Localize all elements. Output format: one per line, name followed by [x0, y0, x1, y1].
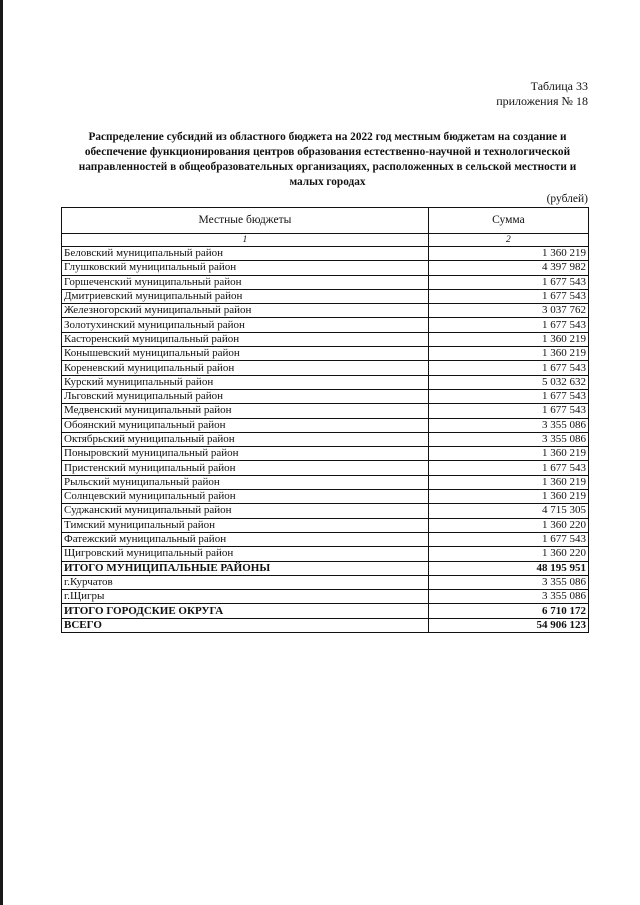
budget-name-cell: Касторенский муниципальный район — [62, 332, 429, 346]
sum-cell: 1 360 220 — [428, 518, 588, 532]
budget-name-cell: Суджанский муниципальный район — [62, 504, 429, 518]
budget-name-cell: ИТОГО ГОРОДСКИЕ ОКРУГА — [62, 604, 429, 618]
budget-name-cell: Рыльский муниципальный район — [62, 475, 429, 489]
budget-name-cell: Медвенский муниципальный район — [62, 404, 429, 418]
table-row — [62, 318, 589, 332]
budget-name-cell: Горшеченский муниципальный район — [62, 275, 429, 289]
budget-name-cell: ВСЕГО — [62, 618, 429, 632]
sum-cell: 48 195 951 — [428, 561, 588, 575]
budget-name-cell: г.Курчатов — [62, 575, 429, 589]
table-row — [62, 590, 589, 604]
sum-cell: 1 360 219 — [428, 490, 588, 504]
table-row — [62, 404, 589, 418]
budget-name-cell: Золотухинский муниципальный район — [62, 318, 429, 332]
table-row — [62, 361, 589, 375]
column-number-row — [62, 234, 589, 247]
table-row — [62, 275, 589, 289]
table-row — [62, 547, 589, 561]
table-row — [62, 332, 589, 346]
table-number-label: Таблица 33 — [530, 79, 588, 93]
table-row — [62, 461, 589, 475]
sum-cell: 1 360 219 — [428, 447, 588, 461]
table-row — [62, 432, 589, 446]
sum-cell: 1 360 219 — [428, 347, 588, 361]
budget-name-cell: Железногорский муниципальный район — [62, 304, 429, 318]
budget-name-cell: Беловский муниципальный район — [62, 247, 429, 261]
document-title: Распределение субсидий из областного бюджета на 2022 год местным бюджетам на создание и обеспечение функционирования центров образования естественно-научной и технологической направленностей в общеобразовательных организациях, расположенных в сельской местности и малых городах — [78, 131, 577, 188]
sum-cell: 1 360 219 — [428, 332, 588, 346]
budget-name-cell: г.Щигры — [62, 590, 429, 604]
scan-left-edge — [0, 0, 3, 905]
sum-cell: 1 360 219 — [428, 475, 588, 489]
table-row — [62, 504, 589, 518]
budget-name-cell: Солнцевский муниципальный район — [62, 490, 429, 504]
budget-name-cell: Кореневский муниципальный район — [62, 361, 429, 375]
sum-cell: 1 677 543 — [428, 461, 588, 475]
table-row — [62, 490, 589, 504]
total-row — [62, 561, 589, 575]
table-row — [62, 289, 589, 303]
budget-name-cell: Курский муниципальный район — [62, 375, 429, 389]
sum-cell: 1 677 543 — [428, 361, 588, 375]
budget-name-cell: Конышевский муниципальный район — [62, 347, 429, 361]
budget-name-cell: Щигровский муниципальный район — [62, 547, 429, 561]
table-header-row — [62, 208, 589, 234]
budget-name-cell: Обоянский муниципальный район — [62, 418, 429, 432]
sum-cell: 1 360 220 — [428, 547, 588, 561]
total-row — [62, 604, 589, 618]
sum-cell: 3 355 086 — [428, 575, 588, 589]
budget-name-cell: Фатежский муниципальный район — [62, 532, 429, 546]
sum-cell: 4 715 305 — [428, 504, 588, 518]
table-row — [62, 261, 589, 275]
sum-cell: 5 032 632 — [428, 375, 588, 389]
table-row — [62, 247, 589, 261]
total-row — [62, 618, 589, 632]
budget-name-cell: Тимский муниципальный район — [62, 518, 429, 532]
table-row — [62, 532, 589, 546]
table-row — [62, 389, 589, 403]
table-row — [62, 347, 589, 361]
table-row — [62, 304, 589, 318]
budget-name-cell: Дмитриевский муниципальный район — [62, 289, 429, 303]
budget-name-cell: Пристенский муниципальный район — [62, 461, 429, 475]
sum-cell: 1 677 543 — [428, 389, 588, 403]
sum-cell: 1 677 543 — [428, 289, 588, 303]
budget-name-cell: Льговский муниципальный район — [62, 389, 429, 403]
units-label: (рублей) — [546, 193, 588, 205]
sum-cell: 1 677 543 — [428, 318, 588, 332]
column-header-budgets: Местные бюджеты — [62, 208, 429, 234]
budget-name-cell: Октябрьский муниципальный район — [62, 432, 429, 446]
column-number-2: 2 — [428, 234, 588, 247]
table-row — [62, 518, 589, 532]
sum-cell: 1 677 543 — [428, 275, 588, 289]
table-row — [62, 475, 589, 489]
sum-cell: 3 355 086 — [428, 590, 588, 604]
sum-cell: 54 906 123 — [428, 618, 588, 632]
sum-cell: 3 355 086 — [428, 432, 588, 446]
sum-cell: 1 360 219 — [428, 247, 588, 261]
appendix-label: приложения № 18 — [496, 94, 588, 108]
table-row — [62, 418, 589, 432]
budget-name-cell: ИТОГО МУНИЦИПАЛЬНЫЕ РАЙОНЫ — [62, 561, 429, 575]
sum-cell: 3 037 762 — [428, 304, 588, 318]
sum-cell: 1 677 543 — [428, 404, 588, 418]
sum-cell: 6 710 172 — [428, 604, 588, 618]
sum-cell: 1 677 543 — [428, 532, 588, 546]
table-row — [62, 575, 589, 589]
table-row — [62, 375, 589, 389]
subsidy-table — [61, 207, 589, 633]
budget-name-cell: Глушковский муниципальный район — [62, 261, 429, 275]
table-row — [62, 447, 589, 461]
sum-cell: 3 355 086 — [428, 418, 588, 432]
column-header-sum: Сумма — [428, 208, 588, 234]
column-number-1: 1 — [62, 234, 429, 247]
sum-cell: 4 397 982 — [428, 261, 588, 275]
budget-name-cell: Поныровский муниципальный район — [62, 447, 429, 461]
